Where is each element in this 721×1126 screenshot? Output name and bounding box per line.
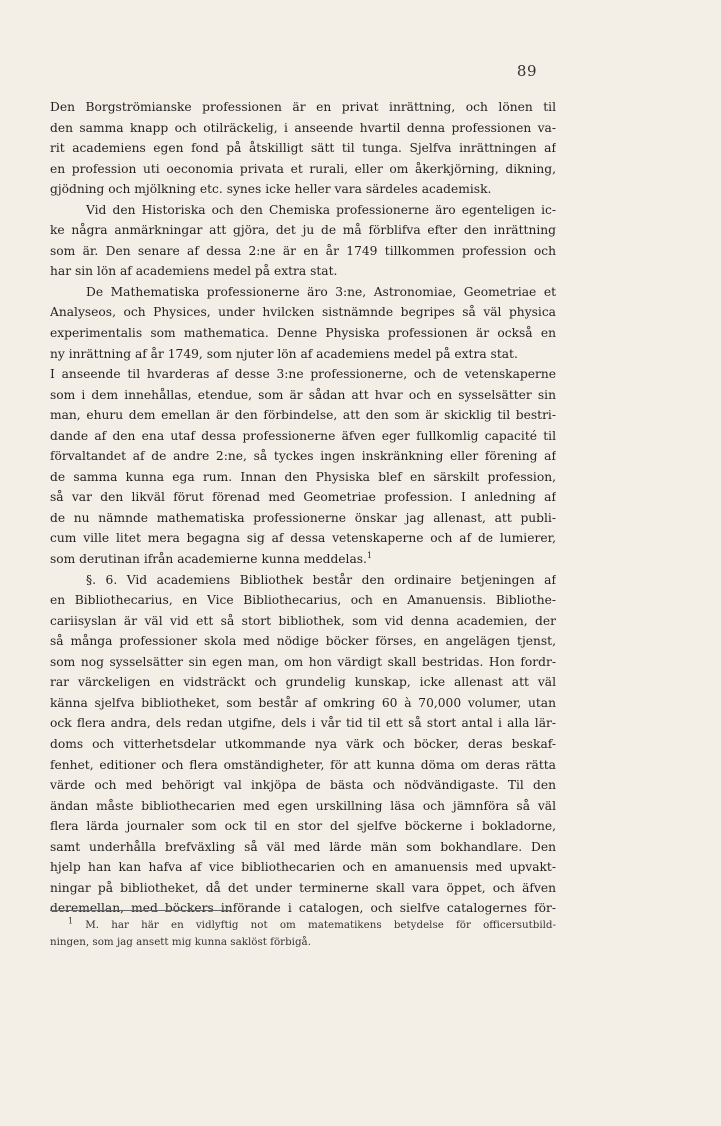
footnote-marker: 1 [68,917,74,926]
text-line: experimentalis som mathematica. Denne Physiska professionen är också en [50,326,556,341]
text-line: förvaltandet af de andre 2:ne, så tyckes ingen inskränkning eller förening af [50,449,556,464]
text-line: ny inrättning af år 1749, som njuter lön af academiens medel på extra stat. [50,346,518,361]
text-line: ke några anmärkningar att gjöra, det ju de må förblifva efter den inrättning [50,223,556,238]
text-line: gjödning och mjölkning etc. synes icke heller vara särdeles academisk. [50,182,492,197]
text-line: flera lärda journaler som ock til en stor del sjelfve böckerne i bokladorne, [50,819,556,834]
text-line: samt underhålla brefväxling så väl med lärde män som bokhandlare. Den [50,839,556,854]
text-line: en Bibliothecarius, en Vice Bibliothecarius, och en Amanuensis. Bibliothe- [50,593,556,608]
text-line: en profession uti oeconomia privata et rurali, eller om åkerkjörning, dikning, [50,161,556,176]
footnote [50,917,556,951]
text-line: I anseende til hvarderas af desse 3:ne professionerne, och de vetenskaperne [50,367,556,382]
text-line: fenhet, editioner och flera omständigheter, för att kunna döma om deras rätta [50,757,556,772]
text-line: deremellan, med böckers införande i catalogen, och sielfve catalogernes för- [50,901,556,916]
text-line: Analyseos, och Physices, under hvilcken sistnämnde begripes så väl physica [50,305,556,320]
text-line: ändan måste bibliothecarien med egen urskillning läsa och jämnföra så väl [50,798,556,813]
text-line: så var den likväl förut förenad med Geometriae profession. I anledning af [50,490,556,505]
text-line: den samma knapp och otilräckelig, i anseende hvartil denna professionen va- [50,120,556,135]
text-line: cum ville litet mera begagna sig af dessa vetenskaperne och af de lumierer, [50,531,556,546]
text-line: de samma kunna ega rum. Innan den Physiska blef en särskilt profession, [50,469,556,484]
text-line: man, ehuru dem emellan är den förbindelse, att den som är skicklig til bestri- [50,408,556,423]
footnote-line-content: M. har här en vidlyftig not om matematikens betydelse för officersutbild- [85,919,556,931]
page-number: 89 [516,62,537,80]
text-line: har sin lön af academiens medel på extra stat. [50,264,338,279]
body-text [50,97,556,919]
footnote-divider [50,910,230,911]
text-line: som nog sysselsätter sin egen man, om hon värdigt skall bestridas. Hon fordr- [50,654,556,669]
text-line: så många professioner skola med nödige böcker förses, en angelägen tjenst, [50,634,556,649]
text-line: rit academiens egen fond på åtskilligt sätt til tunga. Sjelfva inrättningen af [50,141,556,156]
footnote-reference: 1 [366,550,373,560]
text-line: värde och med behörigt val inkjöpa de bästa och nödvändigaste. Til den [50,778,556,793]
text-line: §. 6. Vid academiens Bibliothek består den ordinaire betjeningen af [86,572,556,587]
text-line: som i dem innehållas, etendue, som är sådan att hvar och en sysselsätter sin [50,387,556,402]
text-line: Den Borgströmianske professionen är en privat inrättning, och lönen til [50,100,556,114]
footnote-line: ningen, som jag ansett mig kunna saklöst förbigå. [50,936,311,948]
text-line: känna sjelfva bibliotheket, som består af omkring 60 à 70,000 volumer, utan [50,695,556,710]
text-line: ningar på bibliotheket, då det under terminerne skall vara öppet, och äfven [50,880,556,895]
text-line: Vid den Historiska och den Chemiska professionerne äro egenteligen ic- [86,202,556,217]
text-line: De Mathematiska professionerne äro 3:ne, Astronomiae, Geometriae et [86,284,556,299]
footnote-line [50,917,556,934]
text-line: de nu nämnde mathematiska professionerne önskar jag allenast, att publi- [50,510,556,525]
text-line: rar värckeligen en vidsträckt och grundelig kunskap, icke allenast att väl [50,675,556,690]
text-line: som är. Den senare af dessa 2:ne är en år 1749 tillkommen profession och [50,243,556,258]
text-line: cariisyslan är väl vid ett så stort bibliothek, som vid denna academien, der [50,613,556,628]
text-line: dande af den ena utaf dessa professionerne äfven eger fullkomlig capacité til [50,428,556,443]
text-line: doms och vitterhetsdelar utkommande nya värk och böcker, deras beskaf- [50,736,556,751]
text-line: hjelp han kan hafva af vice bibliothecarien och en amanuensis med upvakt- [50,860,556,875]
text-line: ock flera andra, dels redan utgifne, dels i vår tid til ett så stort antal i alla lär- [50,716,556,731]
text-line-content: som derutinan ifrån academierne kunna meddelas. [50,552,367,567]
text-line-with-footnote [50,549,556,570]
